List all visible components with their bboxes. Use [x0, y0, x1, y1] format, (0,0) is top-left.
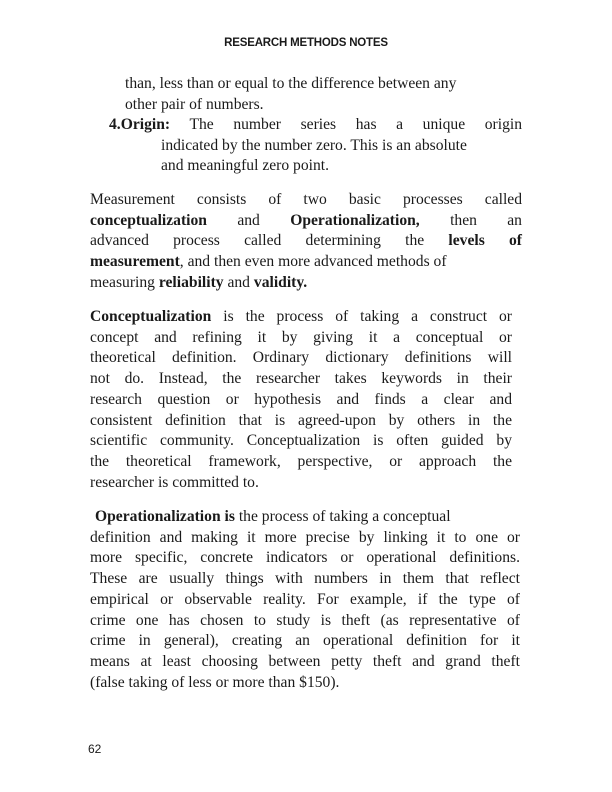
list-continuation-line: than, less than or equal to the difference between any	[125, 75, 457, 92]
origin-text: The number series has a unique origin	[189, 116, 523, 133]
paragraph-line	[90, 231, 522, 252]
term-conceptualization-heading: Conceptualization	[90, 308, 212, 325]
origin-first-line	[109, 115, 522, 136]
page-number: 62	[88, 742, 102, 756]
origin-label: Origin:	[120, 116, 171, 133]
text-run: , and then even more advanced methods of	[179, 253, 447, 271]
paragraph-line: means at least choosing between petty theft and grand theft	[90, 652, 520, 670]
text-run: is the process of taking a construct or	[223, 308, 512, 325]
paragraph-line: more specific, concrete indicators or operational definitions.	[90, 549, 520, 567]
origin-list-item	[109, 115, 522, 177]
origin-number: 4.	[109, 116, 121, 133]
paragraph-measurement	[90, 190, 522, 294]
text-run: measuring	[90, 273, 155, 291]
list-continuation-line: other pair of numbers.	[125, 95, 264, 113]
paragraph-line: These are usually things with numbers in them that reflect	[90, 570, 520, 588]
paragraph-line: crime one has chosen to study is theft (as representative of	[90, 611, 520, 629]
text-run: and	[227, 273, 250, 291]
paragraph-line: research question or hypothesis and finds a clear and	[90, 390, 512, 408]
term-operationalization-heading: Operationalization is	[95, 508, 235, 525]
paragraph-line: theoretical definition. Ordinary dictionary definitions will	[90, 349, 512, 367]
text-run: then an	[450, 211, 522, 229]
paragraph-line: crime in general), creating an operational definition for it	[90, 632, 520, 650]
term-levels-of: levels of	[448, 232, 522, 250]
term-reliability: reliability	[158, 273, 224, 291]
paragraph-operationalization	[90, 507, 520, 693]
paragraph-line	[90, 273, 522, 294]
paragraph-line: not do. Instead, the researcher takes keywords in their	[90, 370, 512, 388]
paragraph-line	[90, 211, 522, 232]
paragraph-line: the theoretical framework, perspective, or approach the	[90, 452, 512, 470]
paragraph-line	[90, 307, 512, 328]
term-measurement: measurement	[90, 253, 180, 271]
term-operationalization: Operationalization,	[290, 211, 420, 229]
paragraph-conceptualization	[90, 307, 512, 493]
paragraph-line: definition and making it more precise by linking it to one or	[90, 528, 520, 546]
paragraph-line: concept and refining it by giving it a conceptual or	[90, 328, 512, 346]
running-header: RESEARCH METHODS NOTES	[224, 37, 388, 49]
origin-line: indicated by the number zero. This is an absolute	[161, 136, 467, 154]
paragraph-line: empirical or observable reality. For example, if the type of	[90, 590, 520, 608]
text-run: the process of taking a conceptual	[238, 508, 451, 525]
list-continuation	[125, 74, 525, 115]
paragraph-line: Measurement consists of two basic processes called	[90, 191, 522, 208]
text-run: advanced process called determining the	[90, 232, 425, 250]
term-validity: validity.	[253, 273, 308, 291]
paragraph-line: scientific community. Conceptualization is often guided by	[90, 432, 512, 450]
paragraph-line	[90, 507, 520, 528]
paragraph-line	[90, 252, 522, 273]
term-conceptualization: conceptualization	[90, 211, 207, 229]
paragraph-line: researcher is committed to.	[90, 473, 259, 491]
text-run: and	[237, 211, 260, 229]
origin-line: and meaningful zero point.	[161, 157, 330, 175]
paragraph-line: consistent definition that is agreed-upon by others in the	[90, 411, 512, 429]
paragraph-line: (false taking of less or more than $150).	[90, 673, 340, 691]
